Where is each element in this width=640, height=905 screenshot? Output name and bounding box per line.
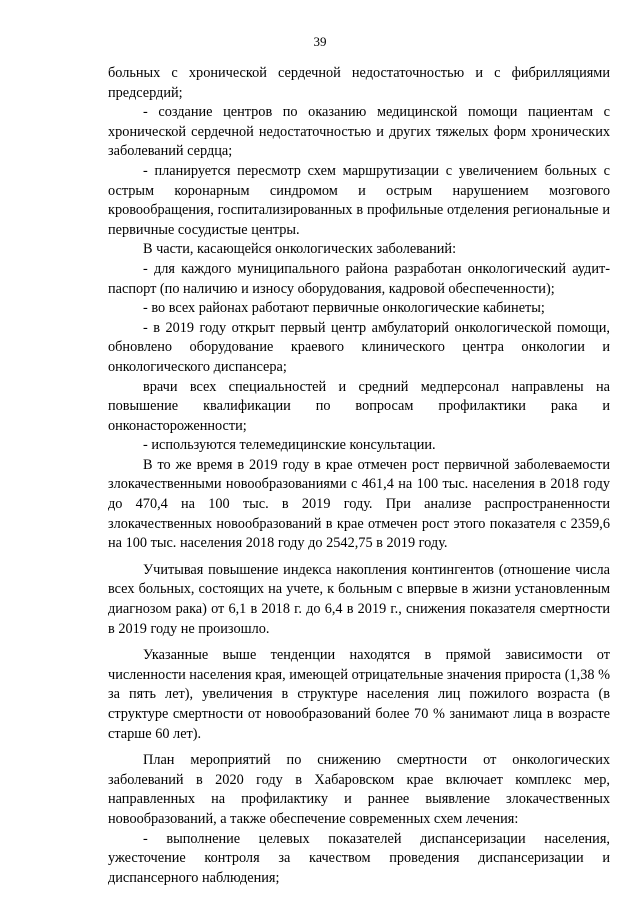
paragraph: больных с хронической сердечной недостаточностью и с фибрилляциями предсердий;	[108, 65, 610, 101]
paragraph: - для каждого муниципального района разработан онкологический аудит-паспорт (по наличию и износу оборудования, кадровой обеспеченности);	[108, 260, 610, 297]
paragraph: - используются телемедицинские консультации.	[143, 437, 436, 454]
paragraph: - в 2019 году открыт первый центр амбулаторий онкологической помощи, обновлено оборудование краевого клинического центра онкологии и онкологического диспансера;	[108, 319, 610, 375]
paragraph: - создание центров по оказанию медицинской помощи пациентам с хронической сердечной недостаточностью и других тяжелых форм хронических заболеваний сердца;	[108, 104, 610, 160]
paragraph: врачи всех специальностей и средний медперсонал направлены на повышение квалификации по вопросам профилактики рака и онконастороженности;	[108, 378, 610, 434]
paragraph: Учитывая повышение индекса накопления контингентов (отношение числа всех больных, состоящих на учете, к больным с впервые в жизни установленным диагнозом рака) от 6,1 в 2018 г. до 6,4 в 2019 г., снижения показателя смертности в 2019 году не произошло.	[108, 561, 610, 637]
paragraph: - планируется пересмотр схем маршрутизации с увеличением больных с острым коронарным синдромом и острым нарушением мозгового кровообращения, госпитализированных в профильные отделения региональные и первичные сосудистые центры.	[108, 162, 610, 238]
paragraph: План мероприятий по снижению смертности от онкологических заболеваний в 2020 году в Хабаровском крае включает комплекс мер, направленных на профилактику и раннее выявление злокачественных новообразований, а также обеспечение современных схем лечения:	[108, 752, 610, 827]
page-number: 39	[313, 34, 327, 49]
paragraph: В части, касающейся онкологических заболеваний:	[143, 241, 457, 258]
paragraph: - во всех районах работают первичные онкологические кабинеты;	[143, 300, 545, 317]
paragraph: В то же время в 2019 году в крае отмечен рост первичной заболеваемости злокачественными новообразованиями с 461,4 на 100 тыс. населения в 2018 году до 470,4 на 100 тыс. в 2019 году. При анализе распространенности злокачественных новообразований в крае отмечен рост этого показателя с 2359,6 на 100 тыс. населения 2018 году до 2542,75 в 2019 году.	[108, 456, 610, 552]
paragraph: Указанные выше тенденции находятся в прямой зависимости от численности населения края, имеющей отрицательные значения прироста (1,38 % за пять лет), увеличения в структуре населения лиц пожилого возраста (в структуре смертности от новообразований более 70 % занимают лица в возрасте старше 60 лет).	[108, 647, 610, 742]
paragraph: - выполнение целевых показателей диспансеризации населения, ужесточение контроля за качеством проведения диспансеризации и диспансерного наблюдения;	[108, 830, 610, 886]
document-body	[108, 64, 610, 888]
